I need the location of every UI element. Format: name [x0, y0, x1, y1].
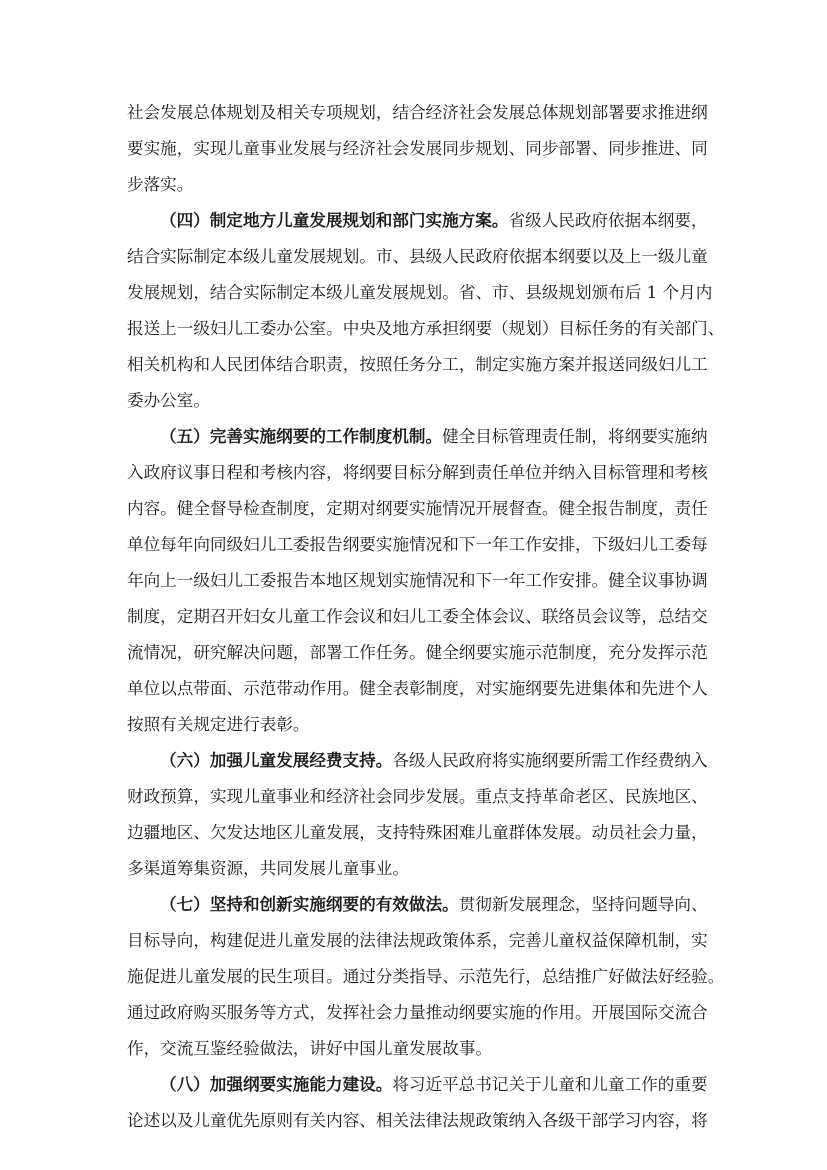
text-span: 将习近平总书记关于儿童和儿童工作的重要: [392, 1075, 708, 1094]
section-heading: （五）完善实施纲要的工作制度机制。: [160, 427, 443, 446]
text-line: 通过政府购买服务等方式，发挥社会力量推动纲要实施的作用。开展国际交流合: [127, 1003, 708, 1022]
paragraph-first-line: [160, 895, 708, 915]
paragraph-first-line: [160, 1075, 708, 1095]
text-line: 发展规划，结合实际制定本级儿童发展规划。省、市、县级规划颁布后 1 个月内: [127, 283, 713, 302]
text-span: 贯彻新发展理念，坚持问题导向、: [458, 895, 708, 914]
text-line: 单位每年向同级妇儿工委报告纲要实施情况和下一年工作安排，下级妇儿工委每: [127, 535, 708, 554]
text-line: 相关机构和人民团体结合职责，按照任务分工，制定实施方案并报送同级妇儿工: [127, 355, 708, 374]
text-line: 要实施，实现儿童事业发展与经济社会发展同步规划、同步部署、同步推进、同: [127, 139, 708, 158]
text-line: 多渠道筹集资源，共同发展儿童事业。: [127, 859, 410, 878]
paragraph-first-line: [160, 751, 708, 771]
text-line: 单位以点带面、示范带动作用。健全表彰制度，对实施纲要先进集体和先进个人: [127, 679, 708, 698]
text-line: 报送上一级妇儿工委办公室。中央及地方承担纲要（规划）目标任务的有关部门、: [127, 319, 725, 338]
paragraph-first-line: [160, 211, 708, 231]
text-line: 流情况，研究解决问题，部署工作任务。健全纲要实施示范制度，充分发挥示范: [127, 643, 708, 662]
text-line: 目标导向，构建促进儿童发展的法律法规政策体系，完善儿童权益保障机制，实: [127, 931, 708, 950]
section-heading: （六）加强儿童发展经费支持。: [160, 751, 393, 770]
text-line: 内容。健全督导检查制度，定期对纲要实施情况开展督查。健全报告制度，责任: [127, 499, 708, 518]
text-line: 社会发展总体规划及相关专项规划，结合经济社会发展总体规划部署要求推进纲: [127, 103, 708, 122]
text-line: 结合实际制定本级儿童发展规划。市、县级人民政府依据本纲要以及上一级儿童: [127, 247, 708, 266]
text-span: 省级人民政府依据本纲要，: [508, 211, 708, 230]
text-line: 论述以及儿童优先原则有关内容、相关法律法规政策纳入各级干部学习内容，将: [127, 1111, 708, 1130]
text-line: 年向上一级妇儿工委报告本地区规划实施情况和下一年工作安排。健全议事协调: [127, 571, 708, 590]
text-line: 按照有关规定进行表彰。: [127, 715, 310, 734]
text-line: 财政预算，实现儿童事业和经济社会同步发展。重点支持革命老区、民族地区、: [127, 787, 708, 806]
text-line: 作，交流互鉴经验做法，讲好中国儿童发展故事。: [127, 1039, 493, 1058]
text-span: 健全目标管理责任制，将纲要实施纳: [442, 427, 708, 446]
text-line: 边疆地区、欠发达地区儿童发展，支持特殊困难儿童群体发展。动员社会力量，: [127, 823, 708, 842]
text-line: 制度，定期召开妇女儿童工作会议和妇儿工委全体会议、联络员会议等，总结交: [127, 607, 708, 626]
text-line: 入政府议事日程和考核内容，将纲要目标分解到责任单位并纳入目标管理和考核: [127, 463, 708, 482]
text-span: 各级人民政府将实施纲要所需工作经费纳入: [392, 751, 708, 770]
text-line: 施促进儿童发展的民生项目。通过分类指导、示范先行，总结推广好做法好经验。: [127, 967, 725, 986]
text-line: 委办公室。: [127, 391, 210, 410]
paragraph-first-line: [160, 427, 708, 447]
section-heading: （八）加强纲要实施能力建设。: [160, 1075, 393, 1094]
text-line: 步落实。: [127, 175, 194, 194]
section-heading: （四）制定地方儿童发展规划和部门实施方案。: [160, 211, 509, 230]
section-heading: （七）坚持和创新实施纲要的有效做法。: [160, 895, 459, 914]
